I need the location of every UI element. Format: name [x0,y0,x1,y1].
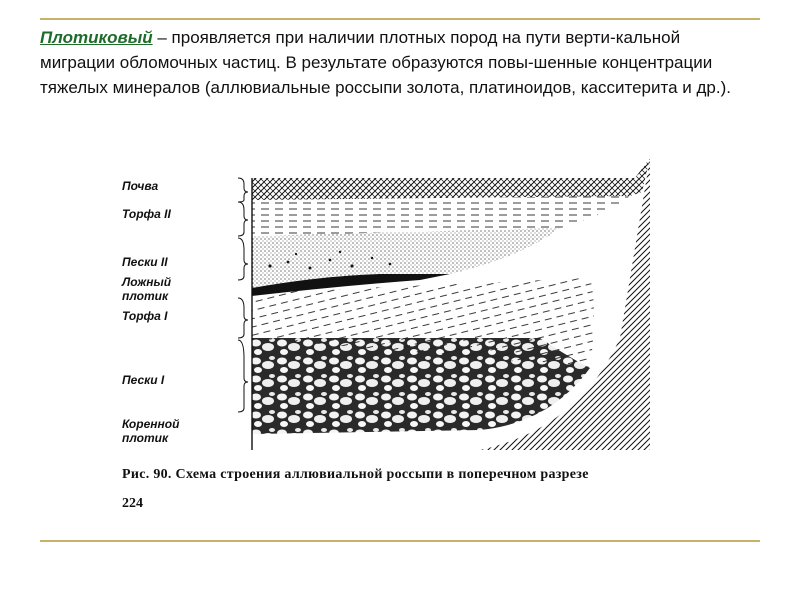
label-false-bedrock-1: Ложный [122,275,172,289]
label-braces [238,178,248,412]
label-bedrock-1: Коренной [122,417,180,431]
page-number: 224 [122,496,143,511]
label-sands-2: Пески II [122,255,168,269]
diagram-svg [120,158,680,458]
top-divider [40,18,760,20]
label-peat-2: Торфа II [122,207,171,221]
alluvial-placer-diagram [120,158,680,458]
label-sands-1: Пески I [122,373,165,387]
bottom-divider [40,540,760,542]
label-peat-1: Торфа I [122,309,168,323]
paragraph-text: – проявляется при наличии плотных пород на пути верти-кальной миграции обломочных частиц. В результате образуются повы-шенные концентрации тяжелых минералов (аллювиальные россыпи золота, платиноидов, касситерита и др.). [40,28,731,97]
soil-layer [252,158,650,200]
slide-paragraph [40,25,740,100]
label-bedrock-2: плотик [122,431,169,445]
label-soil: Почва [122,179,159,193]
figure-caption: Рис. 90. Схема строения аллювиальной россыпи в поперечном разрезе [122,467,589,482]
label-false-bedrock-2: плотик [122,289,169,303]
term-plotikovy: Плотиковый [40,28,153,47]
